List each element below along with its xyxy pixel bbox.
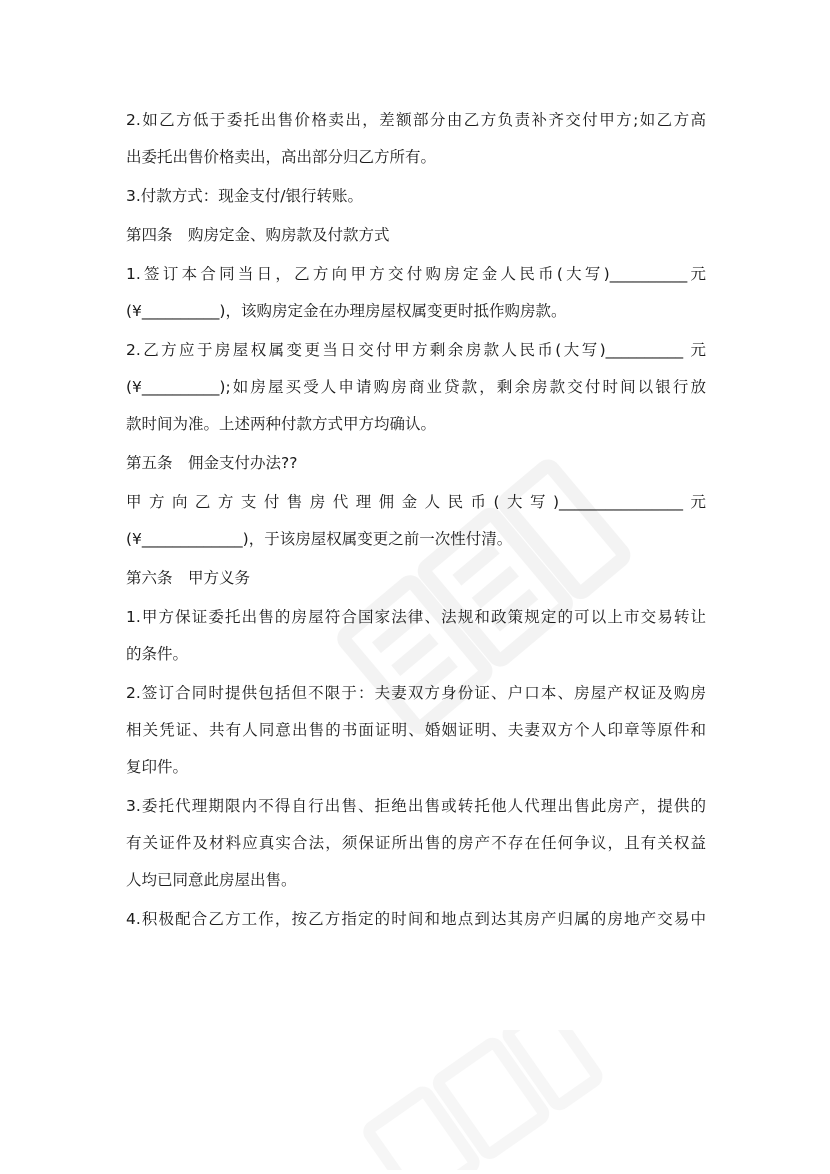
text-line: 2.签订合同时提供包括但不限于：夫妻双方身份证、户口本、房屋产权证及购房 [126,684,706,702]
text-line: 甲方向乙方支付售房代理佣金人民币(大写)________________元 [126,493,706,511]
text-line: 的条件。 [126,645,189,663]
text-line: (¥__________);如房屋买受人申请购房商业贷款，剩余房款交付时间以银行放 [126,378,706,396]
text-line: 相关凭证、共有人同意出售的书面证明、婚姻证明、夫妻双方个人印章等原件和 [126,721,706,739]
text-line: 1.甲方保证委托出售的房屋符合国家法律、法规和政策规定的可以上市交易转让 [126,608,706,626]
section-heading-article-4: 第四条 购房定金、购房款及付款方式 [126,226,390,244]
paragraph-obligation-3 [126,788,706,899]
text-line: 有关证件及材料应真实合法，须保证所出售的房产不存在任何争议，且有关权益 [126,834,706,852]
text-line: (¥_____________)，于该房屋权属变更之前一次性付清。 [126,530,513,548]
text-line: 2.如乙方低于委托出售价格卖出，差额部分由乙方负责补齐交付甲方;如乙方高 [126,111,706,129]
text-line: 复印件。 [126,758,189,776]
paragraph-underprice-clause [126,102,706,176]
text-line: 3.付款方式：现金支付/银行转账。 [126,187,364,205]
text-line: 1.签订本合同当日，乙方向甲方交付购房定金人民币(大写)__________元 [126,265,706,283]
text-line: 3.委托代理期限内不得自行出售、拒绝出售或转托他人代理出售此房产，提供的 [126,797,706,815]
section-heading-article-5: 第五条 佣金支付办法?? [126,454,298,472]
paragraph-commission [126,484,706,558]
text-line: 人均已同意此房屋出售。 [126,871,297,889]
paragraph-payment-method [126,178,706,215]
paragraph-remaining-payment [126,332,706,443]
watermark-logo-icon-bottom [330,1030,630,1170]
paragraph-deposit [126,256,706,330]
paragraph-obligation-2 [126,675,706,786]
text-line: 款时间为准。上述两种付款方式甲方均确认。 [126,415,437,433]
text-line: (¥__________)，该购房定金在办理房屋权属变更时抵作购房款。 [126,302,567,320]
text-line: 4.积极配合乙方工作，按乙方指定的时间和地点到达其房产归属的房地产交易中 [126,910,706,928]
document-body [126,102,706,940]
text-line: 2.乙方应于房屋权属变更当日交付甲方剩余房款人民币(大写)__________ 元 [126,341,706,359]
text-line: 出委托出售价格卖出，高出部分归乙方所有。 [126,148,437,166]
section-heading-article-6: 第六条 甲方义务 [126,569,251,587]
paragraph-obligation-4 [126,901,706,938]
paragraph-obligation-1 [126,599,706,673]
